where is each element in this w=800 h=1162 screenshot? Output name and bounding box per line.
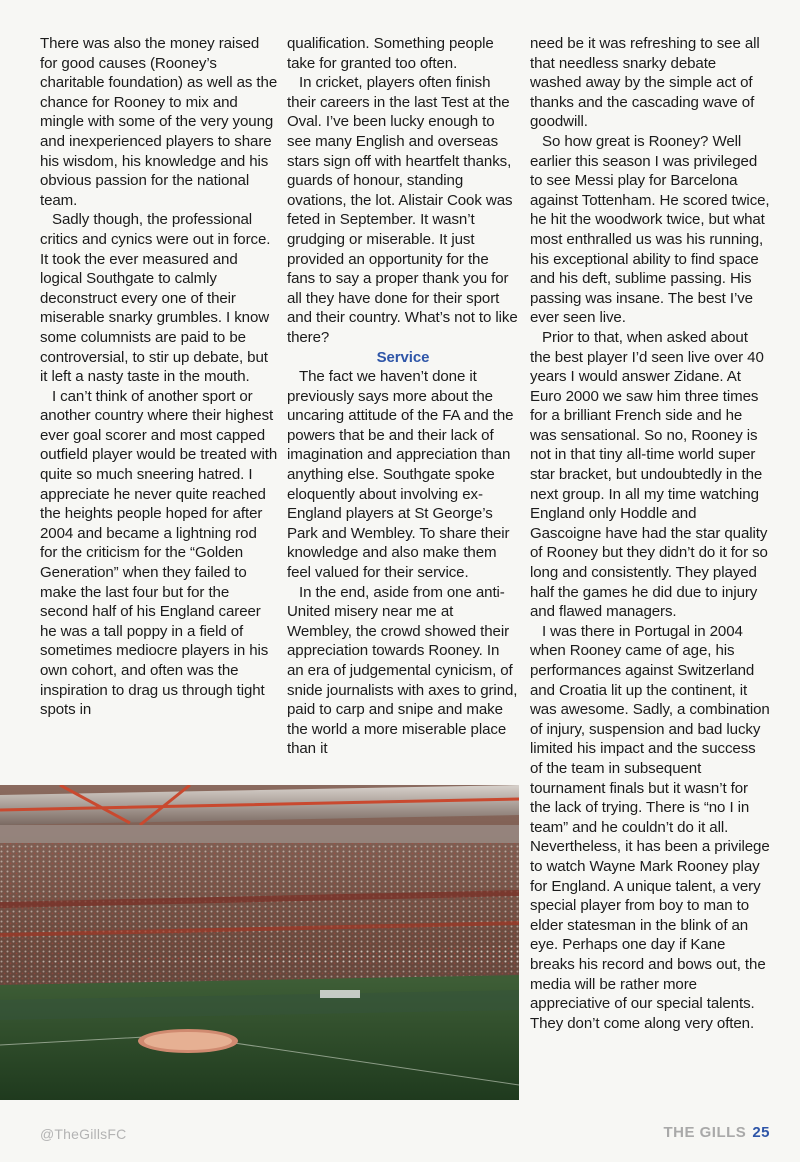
paragraph: There was also the money raised for good causes (Rooney’s charitable foundation) as well as the chance for Rooney to mix and mingle with some of the very young and inexperienced players to share his wisdom, his knowledge and his obvious passion for the national team.: [40, 35, 278, 209]
magazine-name: THE GILLS: [663, 1124, 747, 1141]
section-subheading: Service: [376, 348, 430, 366]
paragraph: I was there in Portugal in 2004 when Rooney came of age, his performances against Switzerland and Croatia lit up the continent, it was awesome. Sadly, a combination of injury, suspension and bad lucky limited his impact and the success of the team in subsequent tournament finals but it wasn’t for the lack of trying. There is “no I in team” and he couldn’t do it all. Nevertheless, it has been a privilege to watch Wayne Mark Rooney play for England. A unique talent, a very special player from boy to man to elder statesman in the blink of an eye. Perhaps one day if Kane breaks his record and bows out, the media will be rather more appreciative of our special talents. They don’t come along very often.: [530, 622, 770, 1032]
article-column-3: [530, 34, 770, 1033]
paragraph: Sadly though, the professional critics and cynics were out in force. It took the ever measured and logical Southgate to calmly deconstruct every one of their miserable snarky grumbles. I know some columnists are paid to be controversial, to stir up debate, but it left a nasty taste in the mouth.: [40, 211, 271, 386]
article-column-1: [40, 34, 278, 720]
paragraph: qualification. Something people take for granted too often.: [287, 35, 494, 72]
paragraph: Prior to that, when asked about the best player I’d seen live over 40 years I would answer Zidane. At Euro 2000 we saw him three times for a brilliant French side and he was sensational. So no, Rooney is not in that tiny all-time world super star bracket, but undoubtedly in the next group. In all my time watching England only Hoddle and Gascoigne have had the star quality of Rooney but they didn’t do it for so long and consistently. They played half the games he did due to injury and flawed managers.: [530, 328, 768, 621]
paragraph: In cricket, players often finish their careers in the last Test at the Oval. I’ve been lucky enough to see many English and overseas stars sign off with heartfelt thanks, guards of honour, standing ovations, the lot. Alistair Cook was feted in September. It wasn’t grudging or miserable. It just provided an opportunity for the fans to say a proper thank you for all they have done for their sport and their country. What’s not to like there?: [287, 74, 518, 346]
stadium-illustration: [0, 785, 519, 1100]
paragraph: I can’t think of another sport or another country where their highest ever goal scorer and most capped outfield player would be treated with quite so much sneering hatred. I appreciate he never quite reached the heights people hoped for after 2004 and became a lightning rod for the criticism for the “Golden Generation” when they failed to make the last four but for the second half of his England career he was a tall poppy in a field of sometimes mediocre players in his own cohort, and often was the inspiration to drag us through tight spots in: [40, 387, 278, 719]
article-column-2: [287, 34, 519, 759]
paragraph: The fact we haven’t done it previously says more about the uncaring attitude of the FA and the powers that be and their lack of imagination and appreciation than anything else. Southgate spoke eloquently about involving ex-England players at St George’s Park and Wembley. To share their knowledge and also make them feel valued for their service.: [287, 368, 514, 582]
paragraph: need be it was refreshing to see all that needless snarky debate washed away by the simple act of thanks and the cascading wave of goodwill.: [530, 35, 760, 131]
page-footer: [663, 1124, 770, 1141]
twitter-handle: @TheGillsFC: [40, 1126, 127, 1142]
paragraph: In the end, aside from one anti-United misery near me at Wembley, the crowd showed their appreciation towards Rooney. In an era of judgemental cynicism, of snide journalists with axes to grind, paid to carp and snipe and make the world a more miserable place than it: [287, 583, 518, 758]
page-number: 25: [752, 1124, 770, 1141]
paragraph: So how great is Rooney? Well earlier this season I was privileged to see Messi play for Barcelona against Tottenham. He scored twice, he hit the woodwork twice, but what most enthralled us was his running, his exceptional ability to find space and his deft, sublime passing. His passing was insane. The best I’ve ever seen live.: [530, 132, 770, 327]
stadium-photo: [0, 785, 519, 1100]
